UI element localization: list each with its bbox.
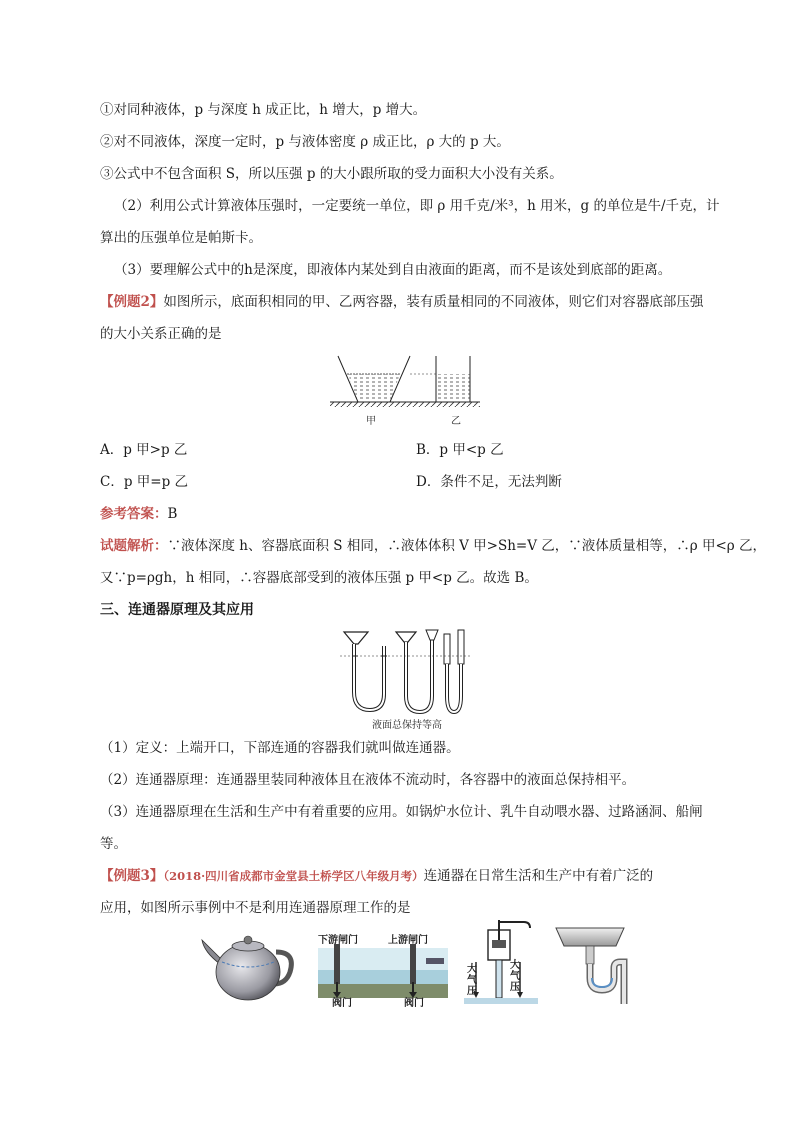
connected-vessels-figure <box>340 626 470 716</box>
section3-title: 三、连通器原理及其应用 <box>100 602 254 618</box>
answer-label: 参考答案： <box>100 506 168 522</box>
label-valve-right: 阀门 <box>404 998 424 1009</box>
example3-text1: 连通器在日常生活和生产中有着广泛的 <box>423 868 654 884</box>
label-yi: 乙 <box>451 416 461 427</box>
definition: （1）定义：上端开口，下部连通的容器我们就叫做连通器。 <box>100 740 460 756</box>
teapot-image <box>200 922 296 1004</box>
label-up-gate: 上游闸门 <box>388 935 428 946</box>
unit-note-line1: （2）利用公式计算液体压强时，一定要统一单位，即 ρ 用千克/米³，h 用米，g 的单位是牛/千克，计 <box>114 198 720 214</box>
label-pressure-right: 大气压 <box>510 960 520 993</box>
option-b: B．p 甲<p 乙 <box>416 442 504 458</box>
analysis-line2: 又∵p=ρgh，h 相同，∴容器底部受到的液体压强 p 甲<p 乙。故选 B。 <box>100 570 538 586</box>
example3-source: （2018·四川省成都市金堂县土桥学区八年级月考） <box>163 869 424 883</box>
example3-line2: 应用，如图所示事例中不是利用连通器原理工作的是 <box>100 900 411 916</box>
answer-value: B <box>167 506 178 522</box>
principle: （2）连通器原理：连通器里装同种液体且在液体不流动时，各容器中的液面总保持相平。 <box>100 772 636 788</box>
option-d: D．条件不足，无法判断 <box>416 474 562 490</box>
property-2: ②对不同液体，深度一定时，p 与液体密度 ρ 成正比，ρ 大的 p 大。 <box>100 134 510 150</box>
label-valve-left: 阀门 <box>332 998 352 1009</box>
example2-line1 <box>100 292 703 312</box>
containers-figure <box>330 352 480 420</box>
sink-trap-image <box>552 924 632 1004</box>
unit-note-line2: 算出的压强单位是帕斯卡。 <box>100 230 262 246</box>
property-3: ③公式中不包含面积 S，所以压强 p 的大小跟所取的受力面积大小没有关系。 <box>100 166 563 182</box>
answer-line <box>100 504 177 524</box>
ship-lock-image <box>318 944 448 998</box>
analysis-text1: ∵液体深度 h、容器底面积 S 相同，∴液体体积 V 甲>Sh=V 乙，∵液体质量相等，∴ρ 甲<ρ 乙， <box>167 538 767 554</box>
example3-line1 <box>100 866 653 886</box>
option-a: A．p 甲>p 乙 <box>100 442 188 458</box>
option-c: C．p 甲=p 乙 <box>100 474 189 490</box>
connected-vessels-caption: 液面总保持等高 <box>372 720 442 731</box>
depth-note: （3）要理解公式中的h是深度，即液体内某处到自由液面的距离，而不是该处到底部的距离。 <box>114 262 672 278</box>
analysis-label: 试题解析： <box>100 538 168 554</box>
applications-line1: （3）连通器原理在生活和生产中有着重要的应用。如锅炉水位计、乳牛自动喂水器、过路涵洞、船闸 <box>100 804 703 820</box>
label-down-gate: 下游闸门 <box>318 935 358 946</box>
example2-text1: 如图所示，底面积相同的甲、乙两容器，装有质量相同的不同液体，则它们对容器底部压强 <box>163 294 704 310</box>
property-1: ①对同种液体，p 与深度 h 成正比，h 增大，p 增大。 <box>100 102 427 118</box>
label-pressure-left: 大气压 <box>467 964 477 997</box>
analysis-line1 <box>100 536 766 556</box>
example2-tag: 【例题2】 <box>100 294 164 310</box>
example2-line2: 的大小关系正确的是 <box>100 326 222 342</box>
label-jia: 甲 <box>366 416 376 427</box>
applications-line2: 等。 <box>100 836 127 852</box>
example3-tag: 【例题3】 <box>100 868 164 884</box>
